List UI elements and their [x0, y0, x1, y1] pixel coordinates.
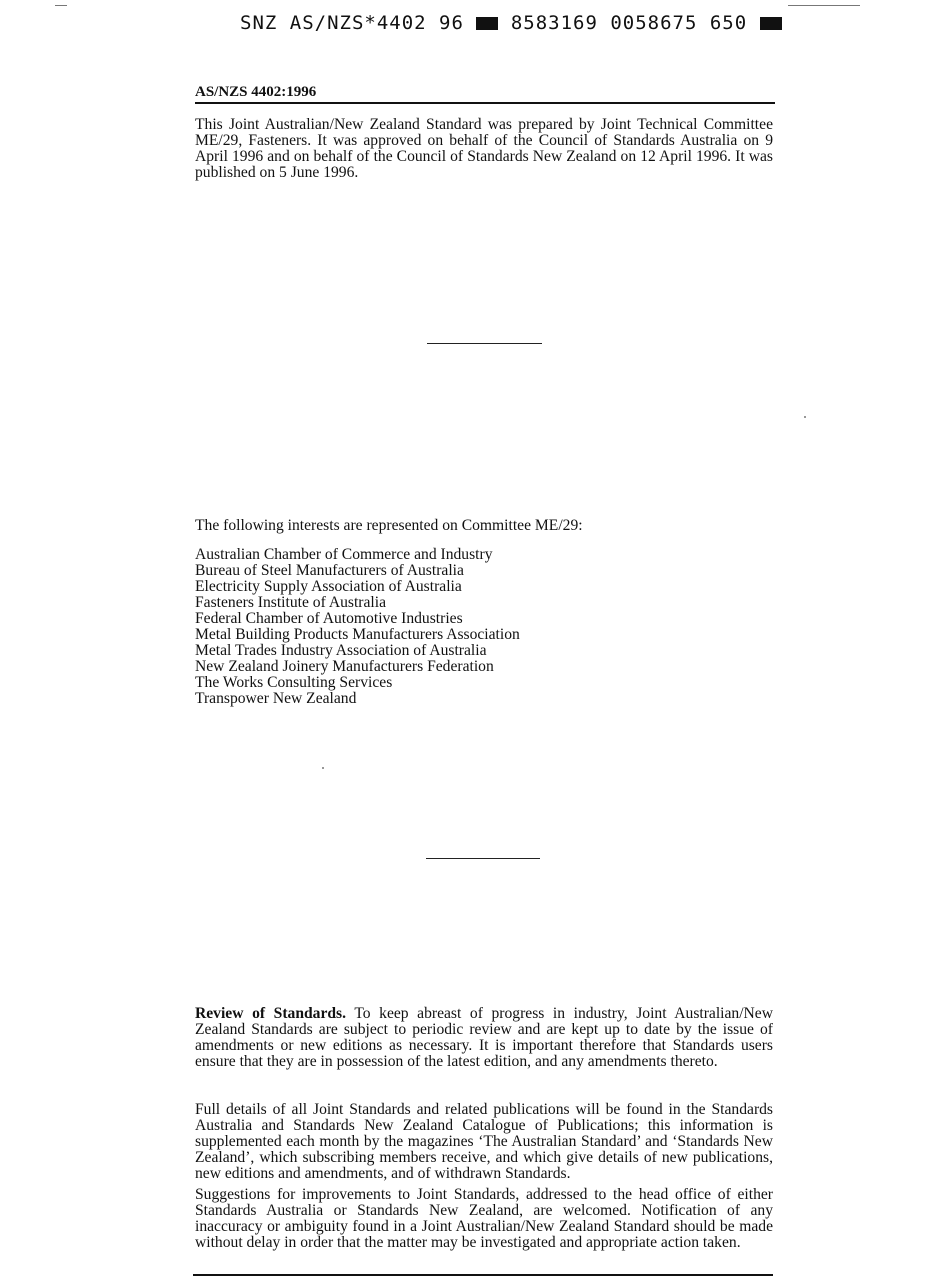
- preparation-paragraph: This Joint Australian/New Zealand Standard was prepared by Joint Technical Committee ME/29, Fasteners. It was approved on behalf of the Council of Standards Australia on 9 April 1996 and on behalf of the Council of Standards New Zealand on 12 April 1996. It was published on 5 June 1996.: [195, 116, 773, 181]
- interest-item: Fasteners Institute of Australia: [195, 594, 386, 611]
- document-code-left: SNZ AS/NZS*4402 96: [240, 12, 464, 34]
- document-code-line: [240, 12, 760, 34]
- review-paragraph-1: [195, 1006, 773, 1070]
- section-separator: [426, 858, 540, 859]
- interest-item: Bureau of Steel Manufacturers of Australia: [195, 562, 464, 579]
- scan-artifact-line: [55, 5, 67, 6]
- interest-item: Australian Chamber of Commerce and Industry: [195, 546, 493, 563]
- scan-artifact-line: [788, 5, 860, 6]
- scan-speck: [804, 416, 806, 418]
- review-title: Review of Standards.: [195, 1005, 347, 1022]
- interest-item: New Zealand Joinery Manufacturers Federation: [195, 658, 494, 675]
- review-paragraph-2: Full details of all Joint Standards and related publications will be found in the Standards Australia and Standards New Zealand Catalogue of Publications; this information is supplemented each month by the magazines ‘The Australian Standard’ and ‘Standards New Zealand’, which subscribing members receive, and which give details of new publications, new editions and amendments, and of withdrawn Standards.: [195, 1101, 773, 1182]
- interest-item: The Works Consulting Services: [195, 674, 393, 691]
- review-paragraph-3: Suggestions for improvements to Joint Standards, addressed to the head office of either Standards Australia or Standards New Zealand, are welcomed. Notification of any inaccuracy or ambiguity found in a Joint Australian/New Zealand Standard should be made without delay in order that the matter may be investigated and appropriate action taken.: [195, 1186, 773, 1251]
- barcode-block-1: [476, 17, 498, 30]
- standard-number: AS/NZS 4402:1996: [195, 84, 775, 104]
- interest-list: [195, 547, 520, 707]
- review-text-1: To keep abreast of progress in industry, Joint Australian/New Zealand Standards are subject to periodic review and are kept up to date by the issue of amendments or new editions as necessary. It is important therefore that Standards users ensure that they are in possession of the latest edition, and any amendments thereto.: [195, 1005, 773, 1070]
- bottom-rule: [193, 1274, 773, 1276]
- scan-speck: [322, 767, 324, 769]
- interest-item: Federal Chamber of Automotive Industries: [195, 610, 463, 627]
- interest-item: Metal Building Products Manufacturers Association: [195, 626, 520, 643]
- interests-heading: The following interests are represented on Committee ME/29:: [195, 517, 583, 534]
- interest-item: Metal Trades Industry Association of Australia: [195, 642, 487, 659]
- interest-item: Electricity Supply Association of Australia: [195, 578, 462, 595]
- section-separator: [427, 343, 542, 344]
- document-code-mid: 8583169 0058675 650: [510, 12, 748, 34]
- interest-item: Transpower New Zealand: [195, 690, 357, 707]
- barcode-block-2: [760, 17, 782, 30]
